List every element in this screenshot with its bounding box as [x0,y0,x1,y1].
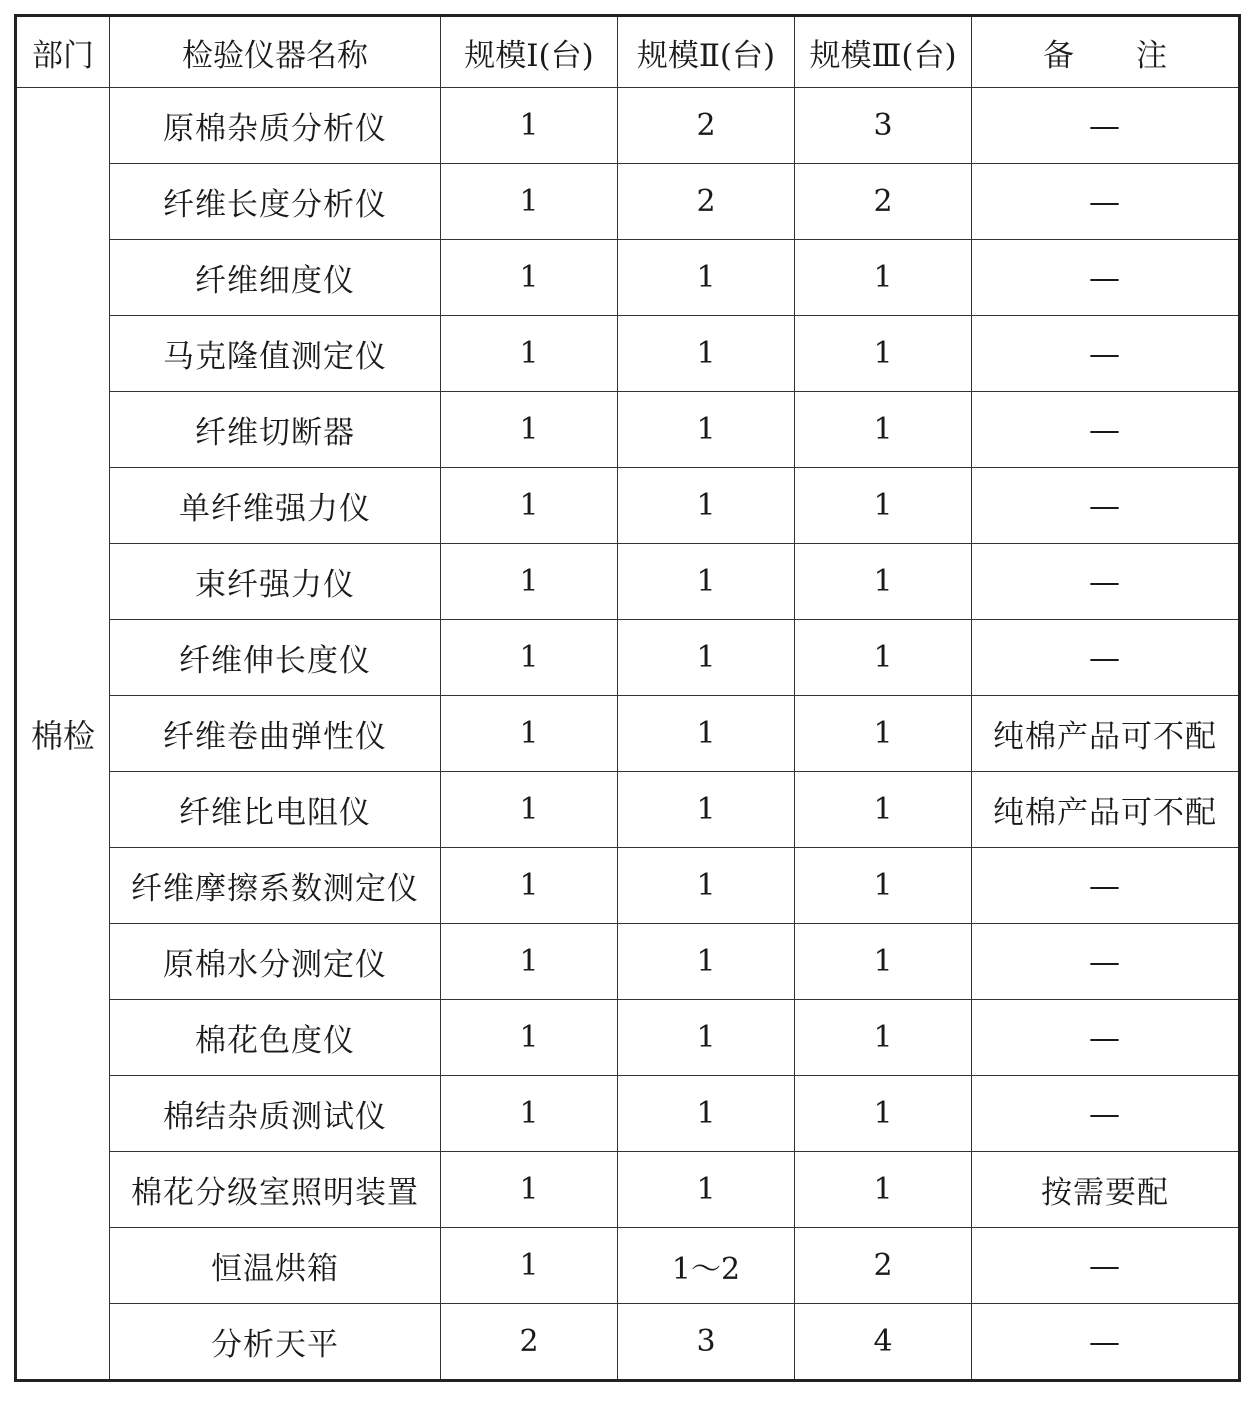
instrument-name: 原棉水分测定仪 [110,924,441,1000]
scale-3-count: 1 [795,1152,972,1228]
scale-1-count: 1 [441,696,618,772]
scale-3-count: 1 [795,1000,972,1076]
note-cell: — [972,1000,1240,1076]
note-cell: 纯棉产品可不配 [972,696,1240,772]
scale-3-count: 1 [795,1076,972,1152]
scale-1-count: 1 [441,88,618,164]
scale-1-count: 1 [441,1228,618,1304]
scale-2-count: 1 [618,1076,795,1152]
scale-3-count: 1 [795,316,972,392]
equipment-table [14,14,1241,1382]
table-row [16,772,1240,848]
table-row [16,620,1240,696]
scale-1-count: 1 [441,1000,618,1076]
table-row [16,848,1240,924]
instrument-name: 棉花色度仪 [110,1000,441,1076]
table-row [16,924,1240,1000]
scale-2-count: 1 [618,924,795,1000]
scale-2-count: 1 [618,848,795,924]
scale-2-count: 2 [618,164,795,240]
note-cell: — [972,316,1240,392]
instrument-name: 纤维卷曲弹性仪 [110,696,441,772]
scale-1-count: 1 [441,848,618,924]
scale-3-count: 1 [795,696,972,772]
table-body [16,16,1240,1381]
scale-1-count: 1 [441,1152,618,1228]
note-cell: — [972,88,1240,164]
table-row [16,544,1240,620]
scale-2-count: 1 [618,620,795,696]
table-row [16,1304,1240,1381]
scale-1-count: 1 [441,240,618,316]
table-row [16,88,1240,164]
instrument-name: 纤维比电阻仪 [110,772,441,848]
header-scale-2: 规模Ⅱ(台) [618,16,795,88]
instrument-name: 分析天平 [110,1304,441,1381]
note-cell: — [972,620,1240,696]
scale-1-count: 1 [441,620,618,696]
table-row [16,240,1240,316]
scale-2-count: 3 [618,1304,795,1381]
scale-3-count: 1 [795,468,972,544]
header-scale-1: 规模Ⅰ(台) [441,16,618,88]
scale-2-count: 1 [618,240,795,316]
scale-3-count: 1 [795,392,972,468]
instrument-name: 束纤强力仪 [110,544,441,620]
scale-2-count: 2 [618,88,795,164]
scale-1-count: 2 [441,1304,618,1381]
scale-1-count: 1 [441,392,618,468]
note-cell: — [972,848,1240,924]
note-cell: 按需要配 [972,1152,1240,1228]
scale-1-count: 1 [441,316,618,392]
table-row [16,316,1240,392]
instrument-name: 原棉杂质分析仪 [110,88,441,164]
scale-2-count: 1 [618,544,795,620]
scale-1-count: 1 [441,164,618,240]
header-note: 备 注 [972,16,1240,88]
scale-2-count: 1 [618,1000,795,1076]
note-cell: — [972,392,1240,468]
scale-1-count: 1 [441,924,618,1000]
scale-1-count: 1 [441,544,618,620]
table-row [16,468,1240,544]
note-cell: 纯棉产品可不配 [972,772,1240,848]
scale-3-count: 3 [795,88,972,164]
header-dept: 部门 [16,16,110,88]
scale-3-count: 2 [795,164,972,240]
note-cell: — [972,164,1240,240]
scale-3-count: 1 [795,240,972,316]
instrument-name: 棉花分级室照明装置 [110,1152,441,1228]
instrument-name: 恒温烘箱 [110,1228,441,1304]
table-row [16,1000,1240,1076]
instrument-name: 纤维摩擦系数测定仪 [110,848,441,924]
scale-1-count: 1 [441,1076,618,1152]
scale-3-count: 1 [795,924,972,1000]
instrument-name: 纤维伸长度仪 [110,620,441,696]
scale-3-count: 2 [795,1228,972,1304]
note-cell: — [972,924,1240,1000]
scale-3-count: 1 [795,772,972,848]
scale-1-count: 1 [441,772,618,848]
scale-3-count: 1 [795,544,972,620]
scale-3-count: 1 [795,620,972,696]
instrument-name: 纤维切断器 [110,392,441,468]
department-cell: 棉检 [16,88,110,1381]
table-row [16,1228,1240,1304]
note-cell: — [972,544,1240,620]
instrument-name: 马克隆值测定仪 [110,316,441,392]
instrument-name: 单纤维强力仪 [110,468,441,544]
scale-2-count: 1～2 [618,1228,795,1304]
note-cell: — [972,1076,1240,1152]
instrument-name: 纤维细度仪 [110,240,441,316]
header-row [16,16,1240,88]
header-name: 检验仪器名称 [110,16,441,88]
table-row [16,1076,1240,1152]
scale-3-count: 1 [795,848,972,924]
header-scale-3: 规模Ⅲ(台) [795,16,972,88]
scale-3-count: 4 [795,1304,972,1381]
table-row [16,696,1240,772]
note-cell: — [972,240,1240,316]
scale-2-count: 1 [618,392,795,468]
note-cell: — [972,1304,1240,1381]
table-row [16,164,1240,240]
scale-1-count: 1 [441,468,618,544]
note-cell: — [972,1228,1240,1304]
instrument-name: 棉结杂质测试仪 [110,1076,441,1152]
scale-2-count: 1 [618,1152,795,1228]
scale-2-count: 1 [618,696,795,772]
table-row [16,1152,1240,1228]
scale-2-count: 1 [618,772,795,848]
note-cell: — [972,468,1240,544]
scale-2-count: 1 [618,468,795,544]
scale-2-count: 1 [618,316,795,392]
table-row [16,392,1240,468]
instrument-name: 纤维长度分析仪 [110,164,441,240]
